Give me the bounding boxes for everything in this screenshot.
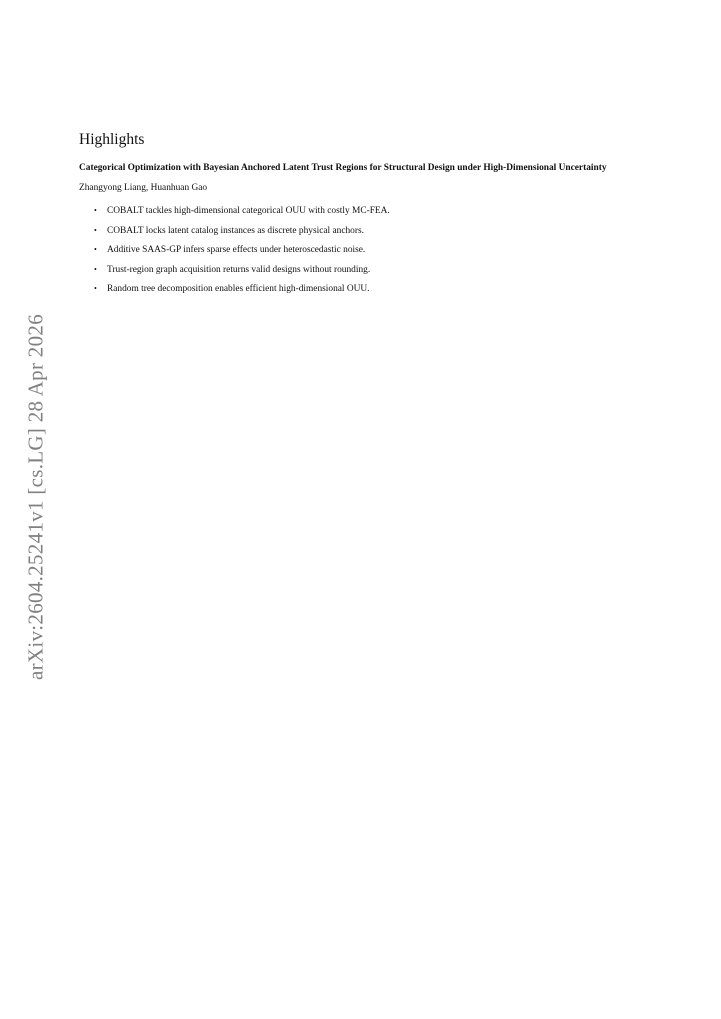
highlights-section xyxy=(79,131,649,303)
highlights-heading: Highlights xyxy=(79,131,145,148)
bullet-icon: • xyxy=(94,264,97,274)
bullet-icon: • xyxy=(94,284,97,293)
authors: Zhangyong Liang, Huanhuan Gao xyxy=(79,183,208,193)
highlight-text: Additive SAAS-GP infers sparse effects under heteroscedastic noise. xyxy=(107,245,366,255)
bullet-icon: • xyxy=(94,245,97,254)
highlight-text: Trust-region graph acquisition returns valid designs without rounding. xyxy=(107,264,371,275)
highlight-text: COBALT tackles high-dimensional categorical OUU with costly MC-FEA. xyxy=(107,206,390,216)
highlight-item xyxy=(94,244,649,256)
paper-title: Categorical Optimization with Bayesian Anchored Latent Trust Regions for Structural Design under High-Dimensional Uncertainty xyxy=(79,162,607,173)
highlight-item xyxy=(94,225,649,237)
highlight-item xyxy=(94,264,649,276)
highlight-text: COBALT locks latent catalog instances as discrete physical anchors. xyxy=(107,225,364,236)
highlight-item xyxy=(94,283,649,295)
arxiv-identifier: arXiv:2604.25241v1 [cs.LG] 28 Apr 2026 xyxy=(23,313,48,681)
highlights-list xyxy=(79,205,649,295)
highlight-item xyxy=(94,205,649,217)
bullet-icon: • xyxy=(94,225,97,235)
bullet-icon: • xyxy=(94,206,97,215)
highlight-text: Random tree decomposition enables efficient high-dimensional OUU. xyxy=(107,284,370,294)
